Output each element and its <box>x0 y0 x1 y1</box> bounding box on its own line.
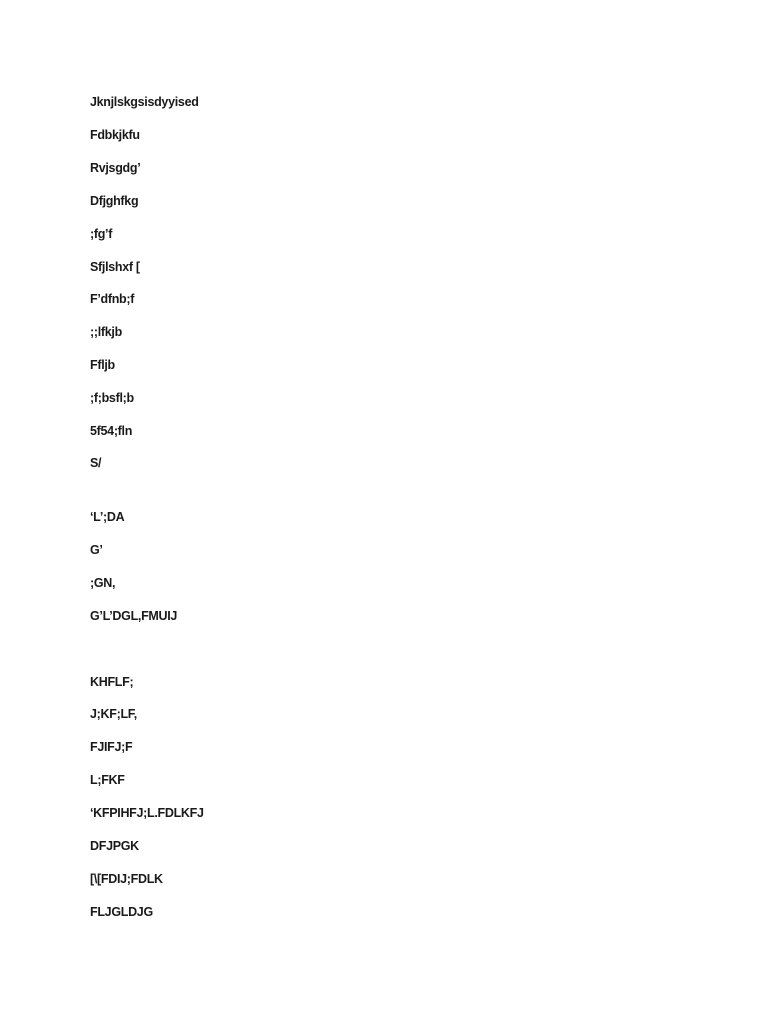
text-line: Jknjlskgsisdyyised <box>90 95 199 109</box>
text-line: DFJPGK <box>90 839 139 853</box>
text-line: Dfjghfkg <box>90 194 139 208</box>
text-line: F’dfnb;f <box>90 292 135 306</box>
text-line: KHFLF; <box>90 675 134 689</box>
text-line: Ffljb <box>90 358 115 372</box>
text-line: 5f54;fln <box>90 424 133 438</box>
text-line: G’L’DGL,FMUIJ <box>90 609 178 623</box>
text-line: Fdbkjkfu <box>90 128 140 142</box>
text-line: L;FKF <box>90 773 125 787</box>
text-line: FLJGLDJG <box>90 905 153 919</box>
text-line: ‘KFPIHFJ;L.FDLKFJ <box>90 806 204 820</box>
text-line: FJIFJ;F <box>90 740 133 754</box>
text-line: ;f;bsfl;b <box>90 391 134 405</box>
text-line: G’ <box>90 543 103 557</box>
text-line: Sfjlshxf [ <box>90 260 140 274</box>
text-line: ;;lfkjb <box>90 325 122 339</box>
text-line: J;KF;LF, <box>90 707 137 721</box>
text-line: ;GN, <box>90 576 116 590</box>
text-line: ‘L’;DA <box>90 510 125 524</box>
text-line: Rvjsgdg’ <box>90 161 141 175</box>
text-line: [\[FDIJ;FDLK <box>90 872 163 886</box>
text-line: S/ <box>90 456 102 470</box>
text-line: ;fg’f <box>90 227 113 241</box>
